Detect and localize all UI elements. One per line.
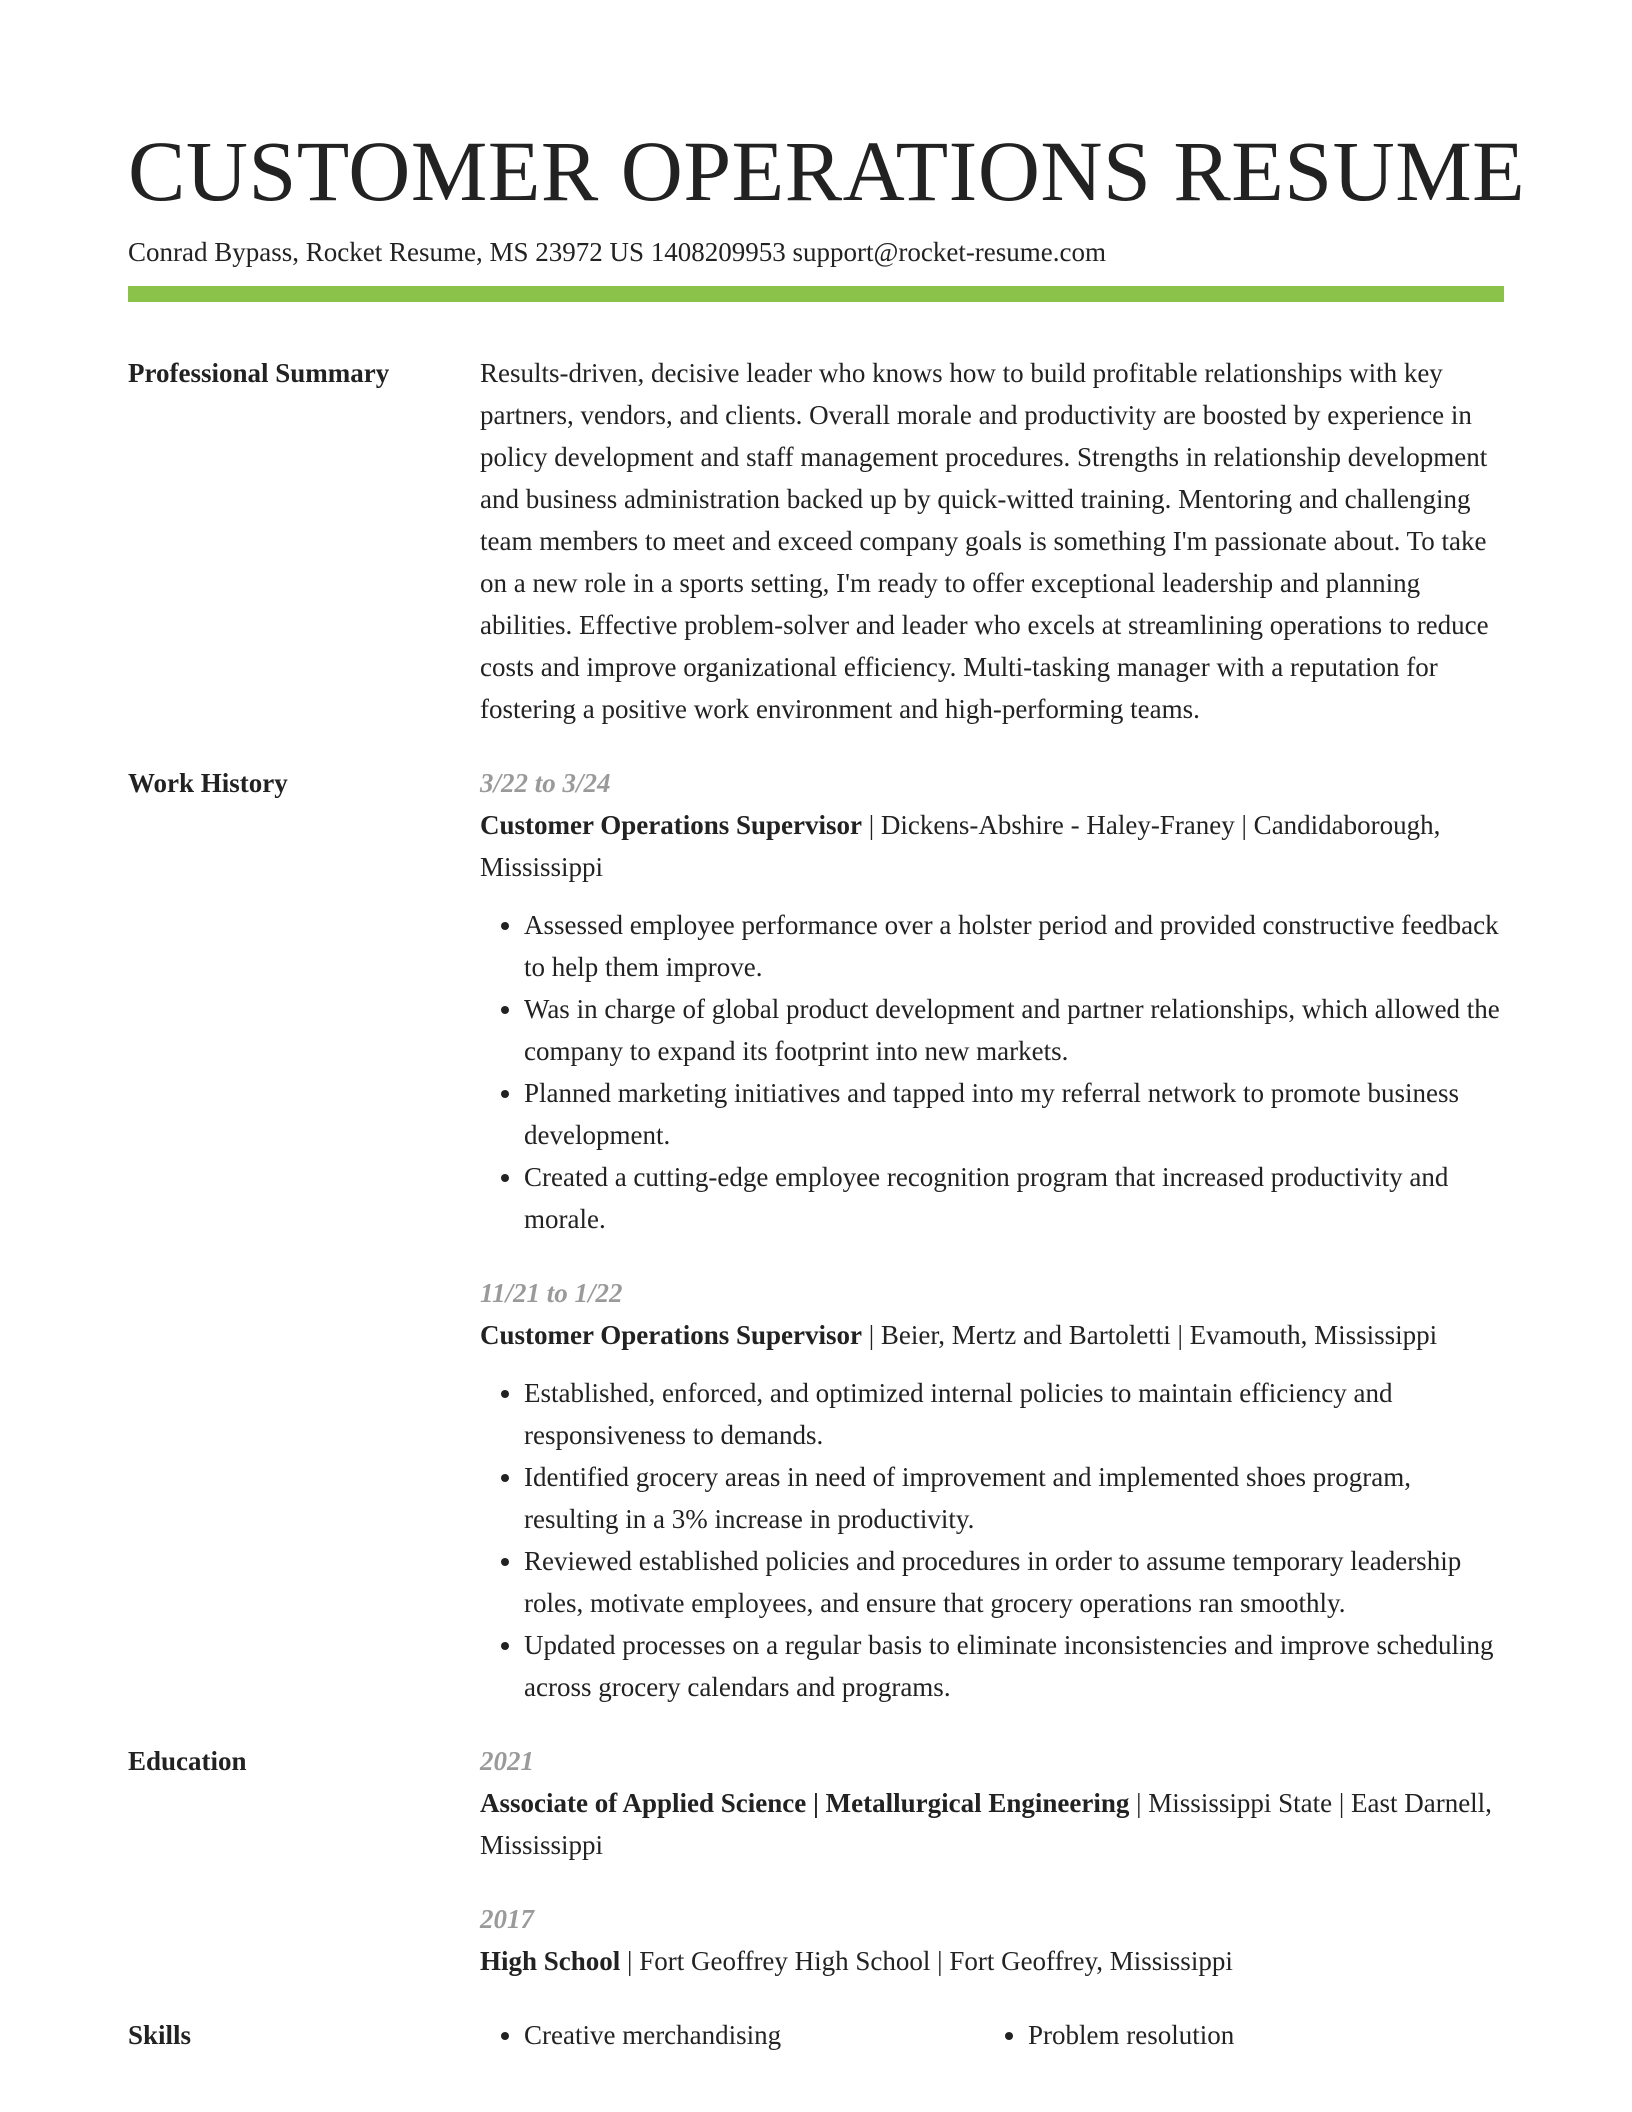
education-heading bbox=[480, 1940, 1504, 1982]
education-entry bbox=[480, 1898, 1504, 1982]
list-item: • Updated processes on a regular basis to eliminate inconsistencies and improve scheduling across grocery calendars and programs. bbox=[524, 1624, 1504, 1708]
job-dates: 11/21 to 1/22 bbox=[480, 1278, 623, 1308]
list-item: • Identified grocery areas in need of improvement and implemented shoes program, resulting in a 3% increase in productivity. bbox=[524, 1456, 1504, 1540]
resume-page bbox=[128, 118, 1526, 2056]
education-year: 2021 bbox=[480, 1746, 534, 1776]
list-item: • Reviewed established policies and procedures in order to assume temporary leadership roles, motivate employees, and ensure that grocery operations ran smoothly. bbox=[524, 1540, 1504, 1624]
accent-divider bbox=[128, 286, 1504, 302]
job-title: Customer Operations Supervisor bbox=[480, 1320, 862, 1350]
skills-list bbox=[480, 2014, 1504, 2056]
job-dates: 3/22 to 3/24 bbox=[480, 768, 611, 798]
list-item: • Planned marketing initiatives and tapped into my referral network to promote business development. bbox=[524, 1072, 1504, 1156]
work-history-section bbox=[128, 762, 1504, 1708]
education-year: 2017 bbox=[480, 1904, 534, 1934]
education-details: | Fort Geoffrey High School | Fort Geoffrey, Mississippi bbox=[620, 1946, 1233, 1976]
skills-section bbox=[128, 2014, 1504, 2056]
list-item: • Creative merchandising bbox=[524, 2014, 984, 2056]
contact-line: Conrad Bypass, Rocket Resume, MS 23972 US 1408209953 support@rocket-resume.com bbox=[128, 237, 1107, 267]
section-label: Work History bbox=[128, 768, 288, 798]
skills-column bbox=[480, 2014, 984, 2056]
section-label: Professional Summary bbox=[128, 358, 390, 388]
list-item: • Created a cutting-edge employee recognition program that increased productivity and morale. bbox=[524, 1156, 1504, 1240]
education-entry bbox=[480, 1740, 1504, 1866]
resume-title: CUSTOMER OPERATIONS RESUME bbox=[128, 123, 1526, 219]
list-item: • Assessed employee performance over a holster period and provided constructive feedback to help them improve. bbox=[524, 904, 1504, 988]
section-label: Skills bbox=[128, 2020, 192, 2050]
list-item: • Problem resolution bbox=[1028, 2014, 1488, 2056]
section-label: Education bbox=[128, 1746, 247, 1776]
job-details: | Beier, Mertz and Bartoletti | Evamouth, Mississippi bbox=[862, 1320, 1438, 1350]
job-bullets bbox=[480, 904, 1504, 1240]
degree-title: Associate of Applied Science | Metallurgical Engineering bbox=[480, 1788, 1130, 1818]
job-bullets bbox=[480, 1372, 1504, 1708]
degree-title: High School bbox=[480, 1946, 621, 1976]
job-heading bbox=[480, 804, 1504, 888]
education-details: | Mississippi State | East Darnell, Mississippi bbox=[480, 1788, 1492, 1860]
education-list bbox=[480, 1740, 1504, 1982]
summary-text: Results-driven, decisive leader who knows how to build profitable relationships with key partners, vendors, and clients. Overall morale and productivity are boosted by experience in policy development and staff management procedures. Strengths in relationship development and business administration backed up by quick-witted training. Mentoring and challenging team members to meet and exceed company goals is something I'm passionate about. To take on a new role in a sports setting, I'm ready to offer exceptional leadership and planning abilities. Effective problem-solver and leader who excels at streamlining operations to reduce costs and improve organizational efficiency. Multi-tasking manager with a reputation for fostering a positive work environment and high-performing teams. bbox=[480, 358, 1489, 724]
summary-section bbox=[128, 352, 1504, 730]
work-history-list bbox=[480, 762, 1504, 1708]
job-heading bbox=[480, 1314, 1504, 1356]
skills-column bbox=[984, 2014, 1488, 2056]
list-item: • Was in charge of global product development and partner relationships, which allowed the company to expand its footprint into new markets. bbox=[524, 988, 1504, 1072]
job-entry bbox=[480, 1272, 1504, 1708]
job-title: Customer Operations Supervisor bbox=[480, 810, 862, 840]
list-item: • Established, enforced, and optimized internal policies to maintain efficiency and responsiveness to demands. bbox=[524, 1372, 1504, 1456]
education-section bbox=[128, 1740, 1504, 1982]
education-heading bbox=[480, 1782, 1504, 1866]
job-details: | Dickens-Abshire - Haley-Franey | Candidaborough, Mississippi bbox=[480, 810, 1441, 882]
job-entry bbox=[480, 762, 1504, 1240]
